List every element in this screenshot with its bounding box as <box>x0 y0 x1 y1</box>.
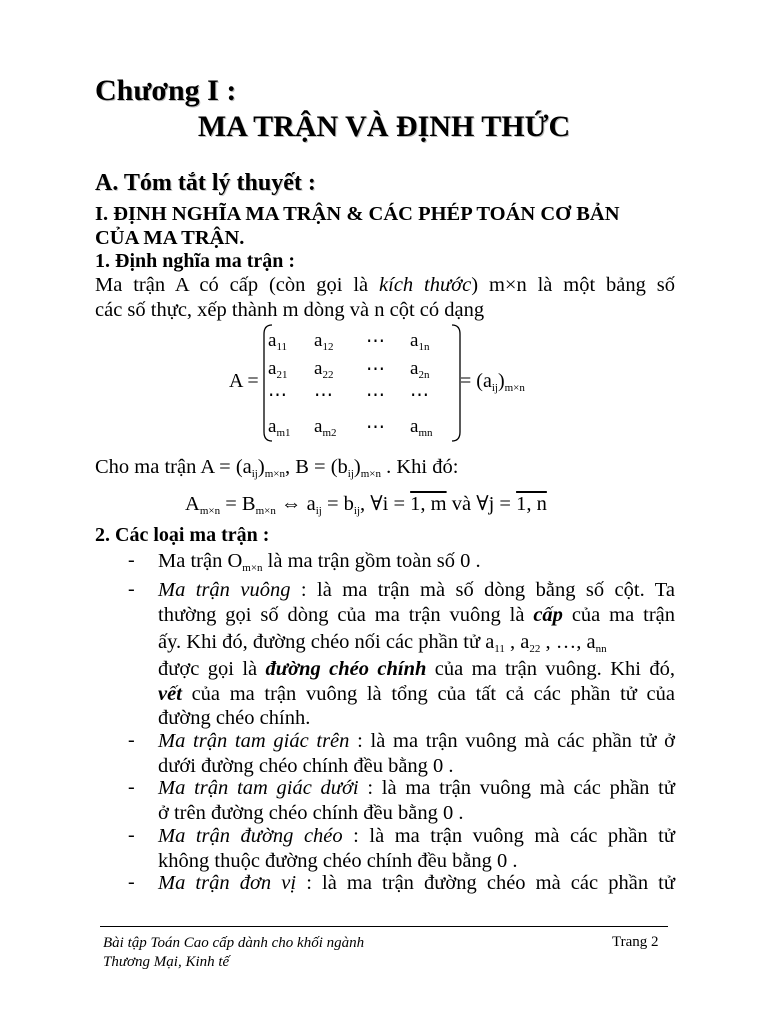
bullet-lower-triangular: Ma trận tam giác dưới : là ma trận vuông mà các phần tử ở trên đường chéo chính đều bằng 0 . <box>158 777 675 824</box>
matrix-entry: ⋯ <box>268 385 287 406</box>
bullet-dash-5: - <box>128 824 135 846</box>
matrix-entry: $a_{2n}$ <box>410 358 430 381</box>
footer-left <box>103 934 364 972</box>
subsection-1-heading: 1. Định nghĩa ma trận : <box>95 250 296 272</box>
footer-left-line2: Thương Mại, Kinh tế <box>103 954 230 970</box>
section-1-heading <box>95 202 675 250</box>
page-number: Trang 2 <box>612 934 659 950</box>
matrix-entry: ⋯ <box>410 385 429 406</box>
subsection-2-heading: 2. Các loại ma trận : <box>95 524 270 546</box>
bullet-dash-6: - <box>128 871 135 893</box>
matrix-rhs: = $(a_{ij})_{m\times n}$ <box>460 370 525 394</box>
matrix-lhs: A = <box>229 370 259 392</box>
bullet-dash-4: - <box>128 776 135 798</box>
chapter-title: MA TRẬN VÀ ĐỊNH THỨC <box>197 110 571 143</box>
definition-line-1: Ma trận A có cấp (còn gọi là kích thước) m×n là một bảng số <box>95 274 675 296</box>
matrix-entry: $a_{m2}$ <box>314 416 337 439</box>
bullet-upper-triangular: Ma trận tam giác trên : là ma trận vuông mà các phần tử ở dưới đường chéo chính đều bằng 0 . <box>158 730 675 777</box>
matrix-grid <box>268 324 456 442</box>
bullet-square-matrix: Ma trận vuông : là ma trận mà số dòng bằng số cột. Ta thường gọi số dòng của ma trận vuông là cấp của ma trận ấy. Khi đó, đường chéo nối các phần tử $a_{11}$ , $a_{22}$ , …, $a_{nn}$ được gọi là đường chéo chính của ma trận vuông. Khi đó, vết của ma trận vuông là tổng của tất cả các phần tử của đường chéo chính. <box>158 579 675 729</box>
bullet-dash-2: - <box>128 578 135 600</box>
section-1-heading-line2: CỦA MA TRẬN. <box>95 227 245 249</box>
bullet-identity: Ma trận đơn vị : là ma trận đường chéo mà các phần tử <box>158 872 675 894</box>
matrix-entry: ⋯ <box>366 359 385 380</box>
given-line: Cho ma trận $A = (a_{ij})_{m\times n}$, $B = (b_{ij})_{m\times n}$ . Khi đó: <box>95 456 459 480</box>
footer-divider <box>100 926 668 927</box>
footer-left-line1: Bài tập Toán Cao cấp dành cho khối ngành <box>103 935 365 951</box>
matrix-entry: $a_{22}$ <box>314 358 334 381</box>
matrix-entry: $a_{m1}$ <box>268 416 291 439</box>
equality-line: $A_{m\times n} = B_{m\times n}$ ⇔ $a_{ij} = b_{ij}$, ∀i = 1, m và ∀j = 1, n <box>185 493 547 517</box>
matrix-entry: $a_{1n}$ <box>410 330 430 353</box>
matrix-entry: ⋯ <box>366 385 385 406</box>
chapter-heading: Chương I : <box>95 74 237 107</box>
matrix-entry: ⋯ <box>366 417 385 438</box>
matrix-entry: $a_{21}$ <box>268 358 288 381</box>
bullet-diagonal: Ma trận đường chéo : là ma trận vuông mà các phần tử không thuộc đường chéo chính đều bằng 0 . <box>158 825 675 872</box>
matrix-entry: ⋯ <box>366 331 385 352</box>
matrix-entry: $a_{mn}$ <box>410 416 433 439</box>
bullet-dash-3: - <box>128 729 135 751</box>
definition-line-2: các số thực, xếp thành m dòng và n cột có dạng <box>95 298 485 321</box>
definition-paragraph <box>95 273 675 322</box>
matrix-entry: $a_{11}$ <box>268 330 288 353</box>
bullet-zero-matrix: Ma trận $O_{m\times n}$ là ma trận gồm toàn số 0 . <box>158 550 481 574</box>
section-1-heading-line1: I. ĐỊNH NGHĨA MA TRẬN & CÁC PHÉP TOÁN CƠ BẢN <box>95 203 620 225</box>
matrix-entry: ⋯ <box>314 385 333 406</box>
matrix-entry: $a_{12}$ <box>314 330 334 353</box>
section-a-heading: A. Tóm tắt lý thuyết : <box>95 170 316 196</box>
bullet-dash-1: - <box>128 549 135 571</box>
